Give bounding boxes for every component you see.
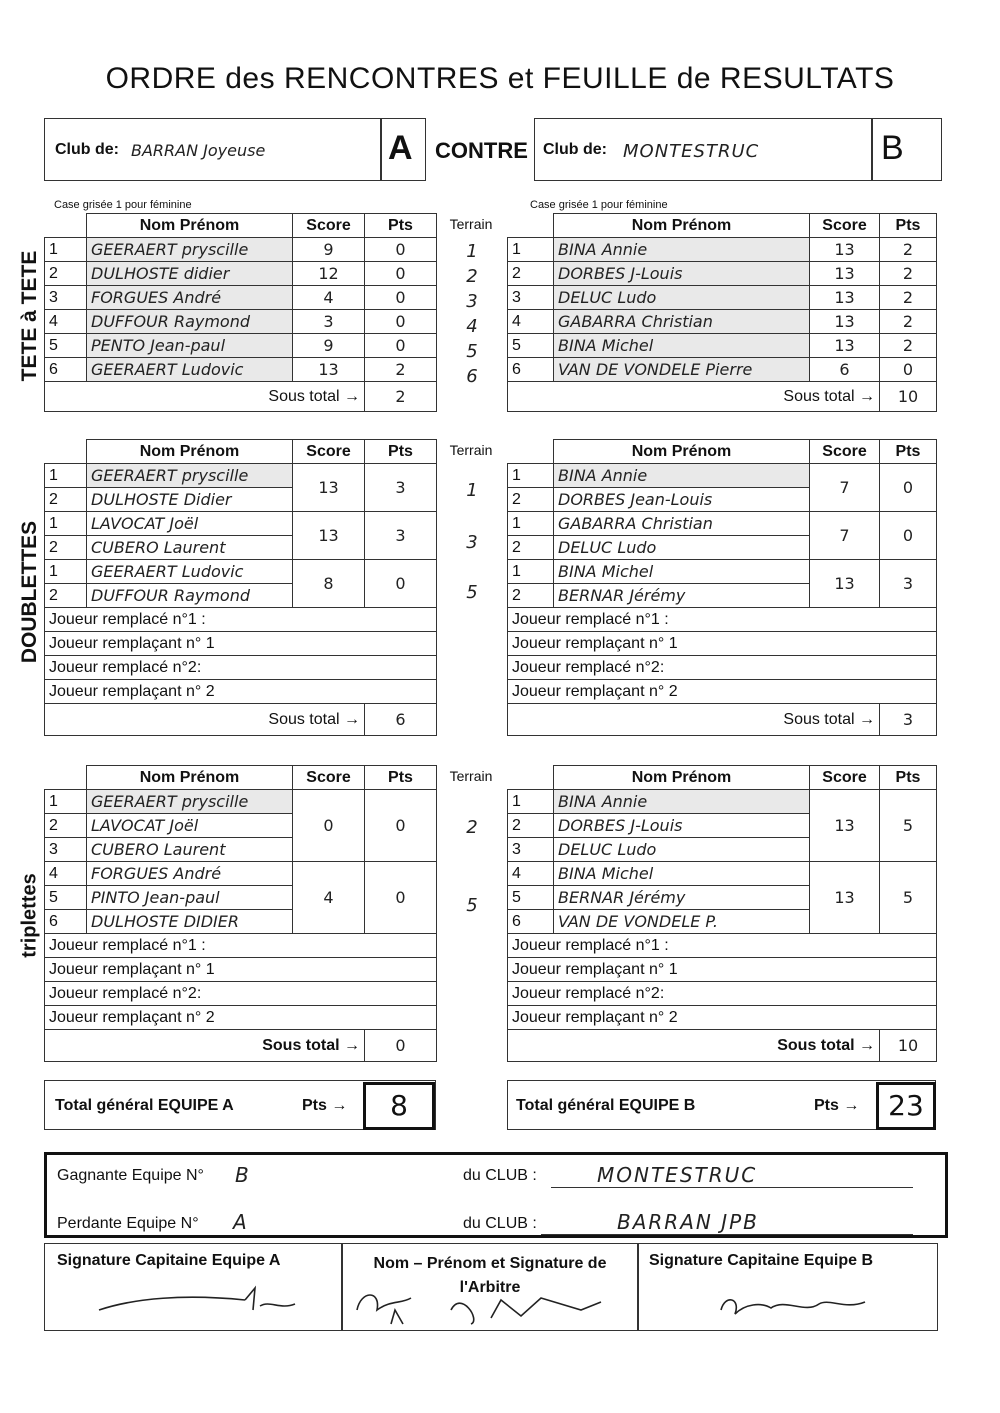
club-b-value: MONTESTRUC [623, 141, 760, 162]
club-a-label: Club de: [55, 141, 119, 158]
pts-value: 0 [880, 512, 937, 560]
row-number: 2 [508, 814, 554, 838]
sig-arbitre-label: Nom – Prénom et Signature de l'Arbitre [373, 1255, 607, 1296]
player-name: PENTO Jean-paul [87, 334, 293, 358]
replacement-row [508, 656, 937, 680]
col-name-header: Nom Prénom [87, 440, 293, 464]
score-value: 13 [293, 464, 365, 512]
player-name: GEERAERT Ludovic [87, 560, 293, 584]
replacement-row [508, 1006, 937, 1030]
player-name: BINA Annie [554, 238, 810, 262]
page-title: ORDRE des RENCONTRES et FEUILLE de RESULTATS [105, 62, 895, 95]
terrain-value: 6 [466, 366, 478, 387]
row-number: 1 [45, 464, 87, 488]
row-number: 3 [508, 286, 554, 310]
replacement-row [45, 982, 437, 1006]
player-name: DUFFOUR Raymond [87, 584, 293, 608]
player-name: GEERAERT pryscille [87, 790, 293, 814]
player-name: DORBES J-Louis [554, 262, 810, 286]
tat-table-b [507, 213, 937, 412]
replacement-label: Joueur remplacé n°1 : [508, 608, 937, 632]
replacement-row [45, 656, 437, 680]
trip-table-b [507, 765, 937, 1062]
replacement-label: Joueur remplaçant n° 1 [45, 632, 437, 656]
replacement-label: Joueur remplaçant n° 1 [508, 632, 937, 656]
replacement-row [45, 608, 437, 632]
perdante-label: Perdante Equipe N° [57, 1215, 199, 1232]
gagnante-value: B [235, 1163, 249, 1187]
pts-value: 0 [365, 334, 437, 358]
row-number: 5 [508, 334, 554, 358]
pts-value: 0 [365, 238, 437, 262]
sous-total-value: 10 [880, 382, 937, 412]
table-row [45, 358, 437, 382]
club-a-value: BARRAN Joyeuse [131, 141, 266, 160]
row-number: 2 [45, 488, 87, 512]
col-score-header: Score [293, 214, 365, 238]
table-row [508, 790, 937, 814]
score-value: 13 [810, 310, 880, 334]
player-name: BINA Annie [554, 464, 810, 488]
table-row [45, 790, 437, 814]
sous-total-label: Sous total → [508, 382, 880, 412]
table-row [45, 262, 437, 286]
score-value: 13 [810, 262, 880, 286]
score-value: 13 [810, 238, 880, 262]
pts-value: 3 [880, 560, 937, 608]
col-name-header: Nom Prénom [87, 214, 293, 238]
row-number: 1 [45, 560, 87, 584]
replacement-row [508, 632, 937, 656]
col-score-header: Score [293, 440, 365, 464]
row-number: 2 [508, 536, 554, 560]
row-number: 6 [508, 910, 554, 934]
note-right: Case grisée 1 pour féminine [530, 199, 668, 211]
sous-total-value: 6 [365, 704, 437, 736]
row-number: 1 [45, 238, 87, 262]
col-name-header: Nom Prénom [554, 440, 810, 464]
du-club-label: du CLUB : [463, 1167, 537, 1184]
pts-value: 0 [365, 862, 437, 934]
player-name: CUBERO Laurent [87, 838, 293, 862]
row-number: 1 [508, 790, 554, 814]
terrain-value: 5 [466, 895, 478, 916]
du-club-label: du CLUB : [463, 1215, 537, 1232]
col-score-header: Score [810, 766, 880, 790]
pts-value: 0 [880, 464, 937, 512]
row-number: 6 [45, 910, 87, 934]
player-name: BINA Michel [554, 334, 810, 358]
replacement-label: Joueur remplacé n°2: [45, 656, 437, 680]
replacement-label: Joueur remplaçant n° 2 [45, 680, 437, 704]
result-box [44, 1152, 948, 1238]
team-b-letter: B [881, 129, 904, 167]
row-number: 1 [45, 512, 87, 536]
row-number: 5 [45, 334, 87, 358]
section-label-doublettes: DOUBLETTES [18, 520, 41, 664]
total-a-label: Total général EQUIPE A [55, 1097, 234, 1114]
row-number: 4 [45, 862, 87, 886]
player-name: BINA Michel [554, 862, 810, 886]
score-value: 12 [293, 262, 365, 286]
col-pts-header: Pts [365, 440, 437, 464]
pts-value: 2 [880, 334, 937, 358]
pts-value: 0 [365, 790, 437, 862]
player-name: DELUC Ludo [554, 838, 810, 862]
player-name: GEERAERT Ludovic [87, 358, 293, 382]
score-value: 13 [293, 358, 365, 382]
player-name: DORBES Jean-Louis [554, 488, 810, 512]
replacement-label: Joueur remplaçant n° 2 [508, 680, 937, 704]
replacement-label: Joueur remplacé n°2: [508, 982, 937, 1006]
replacement-row [45, 958, 437, 982]
player-name: PINTO Jean-paul [87, 886, 293, 910]
row-number: 1 [508, 464, 554, 488]
pts-value: 0 [365, 262, 437, 286]
table-row [45, 560, 437, 584]
total-b-label: Total général EQUIPE B [516, 1097, 696, 1114]
row-number: 1 [45, 790, 87, 814]
col-terrain-header: Terrain [449, 768, 493, 784]
score-value: 8 [293, 560, 365, 608]
terrain-value: 5 [466, 341, 478, 362]
doub-table-b [507, 439, 937, 736]
row-number: 5 [508, 886, 554, 910]
player-name: CUBERO Laurent [87, 536, 293, 560]
sous-total-label: Sous total → [45, 1030, 365, 1062]
player-name: BINA Annie [554, 790, 810, 814]
score-value: 9 [293, 334, 365, 358]
row-number: 5 [45, 886, 87, 910]
table-row [45, 862, 437, 886]
pts-value: 0 [880, 358, 937, 382]
score-value: 13 [293, 512, 365, 560]
player-name: DULHOSTE DIDIER [87, 910, 293, 934]
row-number: 4 [45, 310, 87, 334]
col-pts-header: Pts [365, 214, 437, 238]
replacement-row [508, 934, 937, 958]
col-score-header: Score [810, 214, 880, 238]
player-name: LAVOCAT Joël [87, 814, 293, 838]
terrain-value: 5 [466, 582, 478, 603]
player-name: GEERAERT pryscille [87, 464, 293, 488]
sous-total-label: Sous total → [45, 704, 365, 736]
table-row [508, 464, 937, 488]
signature-arbitre-image [351, 1280, 621, 1330]
score-value: 13 [810, 286, 880, 310]
col-pts-header: Pts [880, 766, 937, 790]
replacement-label: Joueur remplaçant n° 1 [45, 958, 437, 982]
table-row [508, 358, 937, 382]
score-value: 3 [293, 310, 365, 334]
club-b-box [534, 118, 942, 181]
section-label-tat: TETE à TETE [18, 250, 41, 382]
doub-table-a [44, 439, 437, 736]
table-row [508, 334, 937, 358]
col-name-header: Nom Prénom [554, 214, 810, 238]
col-name-header: Nom Prénom [87, 766, 293, 790]
player-name: GEERAERT pryscille [87, 238, 293, 262]
player-name: DULHOSTE Didier [87, 488, 293, 512]
total-b-box [507, 1080, 936, 1130]
score-value: 13 [810, 862, 880, 934]
signatures-box [44, 1243, 938, 1331]
row-number: 1 [508, 512, 554, 536]
player-name: DORBES J-Louis [554, 814, 810, 838]
total-a-value: 8 [363, 1082, 435, 1130]
replacement-row [508, 608, 937, 632]
player-name: DELUC Ludo [554, 536, 810, 560]
pts-value: 5 [880, 790, 937, 862]
pts-value: 2 [880, 310, 937, 334]
player-name: DUFFOUR Raymond [87, 310, 293, 334]
row-number: 3 [45, 286, 87, 310]
table-row [45, 310, 437, 334]
table-row [45, 238, 437, 262]
row-number: 2 [45, 584, 87, 608]
sous-total-value: 3 [880, 704, 937, 736]
row-number: 6 [45, 358, 87, 382]
score-value: 9 [293, 238, 365, 262]
gagnante-label: Gagnante Equipe N° [57, 1167, 204, 1184]
score-value: 7 [810, 464, 880, 512]
sous-total-value: 0 [365, 1030, 437, 1062]
club-b-label: Club de: [543, 141, 607, 158]
pts-value: 0 [365, 560, 437, 608]
pts-value: 3 [365, 512, 437, 560]
terrain-value: 1 [466, 480, 478, 501]
player-name: BERNAR Jérémy [554, 886, 810, 910]
team-a-letter: A [388, 129, 413, 167]
pts-value: 0 [365, 310, 437, 334]
replacement-label: Joueur remplacé n°2: [45, 982, 437, 1006]
player-name: VAN DE VONDELE P. [554, 910, 810, 934]
col-name-header: Nom Prénom [554, 766, 810, 790]
club-a-box [44, 118, 426, 181]
score-value: 4 [293, 862, 365, 934]
player-name: FORGUES André [87, 286, 293, 310]
trip-table-a [44, 765, 437, 1062]
table-row [45, 512, 437, 536]
table-row [508, 560, 937, 584]
player-name: BINA Michel [554, 560, 810, 584]
player-name: BERNAR Jérémy [554, 584, 810, 608]
terrain-value: 4 [466, 316, 478, 337]
sous-total-label: Sous total → [508, 704, 880, 736]
replacement-row [45, 934, 437, 958]
row-number: 2 [508, 488, 554, 512]
pts-value: 5 [880, 862, 937, 934]
col-pts-header: Pts [880, 214, 937, 238]
table-row [45, 464, 437, 488]
table-row [508, 862, 937, 886]
replacement-row [45, 680, 437, 704]
pts-value: 2 [880, 238, 937, 262]
score-value: 13 [810, 790, 880, 862]
score-value: 4 [293, 286, 365, 310]
signature-b-image [715, 1284, 875, 1326]
score-value: 13 [810, 334, 880, 358]
replacement-label: Joueur remplacé n°1 : [45, 934, 437, 958]
col-score-header: Score [810, 440, 880, 464]
replacement-label: Joueur remplaçant n° 2 [45, 1006, 437, 1030]
pts-value: 2 [365, 358, 437, 382]
col-terrain-header: Terrain [449, 216, 493, 232]
terrain-value: 1 [466, 241, 478, 262]
sous-total-label: Sous total → [45, 382, 365, 412]
pts-value: 2 [880, 262, 937, 286]
row-number: 3 [45, 838, 87, 862]
total-a-pts-label: Pts → [302, 1097, 348, 1114]
sous-total-value: 2 [365, 382, 437, 412]
player-name: GABARRA Christian [554, 512, 810, 536]
row-number: 2 [45, 536, 87, 560]
player-name: GABARRA Christian [554, 310, 810, 334]
score-value: 7 [810, 512, 880, 560]
row-number: 2 [508, 584, 554, 608]
table-row [508, 286, 937, 310]
pts-value: 2 [880, 286, 937, 310]
table-row [45, 334, 437, 358]
col-pts-header: Pts [365, 766, 437, 790]
row-number: 2 [45, 262, 87, 286]
score-value: 6 [810, 358, 880, 382]
club-gagnant-value: MONTESTRUC [597, 1163, 758, 1187]
player-name: LAVOCAT Joël [87, 512, 293, 536]
note-left: Case grisée 1 pour féminine [54, 199, 192, 211]
total-b-value: 23 [876, 1082, 936, 1130]
table-row [508, 310, 937, 334]
replacement-label: Joueur remplaçant n° 1 [508, 958, 937, 982]
row-number: 4 [508, 862, 554, 886]
terrain-value: 3 [466, 532, 478, 553]
row-number: 3 [508, 838, 554, 862]
row-number: 6 [508, 358, 554, 382]
replacement-row [45, 1006, 437, 1030]
row-number: 1 [508, 560, 554, 584]
replacement-label: Joueur remplacé n°1 : [508, 934, 937, 958]
row-number: 1 [508, 238, 554, 262]
terrain-value: 2 [466, 817, 478, 838]
row-number: 4 [508, 310, 554, 334]
player-name: VAN DE VONDELE Pierre [554, 358, 810, 382]
total-a-box [44, 1080, 436, 1130]
table-row [508, 512, 937, 536]
terrain-value: 2 [466, 266, 478, 287]
replacement-row [45, 632, 437, 656]
club-perdant-value: BARRAN JPB [617, 1210, 759, 1234]
sous-total-value: 10 [880, 1030, 937, 1062]
player-name: DELUC Ludo [554, 286, 810, 310]
contre-label: CONTRE [435, 138, 528, 163]
replacement-row [508, 982, 937, 1006]
sig-cap-a-label: Signature Capitaine Equipe A [57, 1252, 281, 1269]
tat-table-a [44, 213, 437, 412]
sig-cap-b-label: Signature Capitaine Equipe B [649, 1252, 874, 1269]
terrain-value: 3 [466, 291, 478, 312]
replacement-label: Joueur remplacé n°1 : [45, 608, 437, 632]
replacement-row [508, 958, 937, 982]
signature-a-image [95, 1280, 305, 1320]
replacement-label: Joueur remplacé n°2: [508, 656, 937, 680]
col-score-header: Score [293, 766, 365, 790]
col-pts-header: Pts [880, 440, 937, 464]
sous-total-label: Sous total → [508, 1030, 880, 1062]
player-name: FORGUES André [87, 862, 293, 886]
replacement-row [508, 680, 937, 704]
col-terrain-header: Terrain [449, 442, 493, 458]
total-b-pts-label: Pts → [814, 1097, 860, 1114]
player-name: DULHOSTE didier [87, 262, 293, 286]
table-row [508, 262, 937, 286]
perdante-value: A [233, 1210, 247, 1234]
replacement-label: Joueur remplaçant n° 2 [508, 1006, 937, 1030]
score-value: 13 [810, 560, 880, 608]
score-value: 0 [293, 790, 365, 862]
table-row [508, 238, 937, 262]
row-number: 2 [45, 814, 87, 838]
table-row [45, 286, 437, 310]
section-label-triplettes: triplettes [18, 873, 41, 958]
pts-value: 0 [365, 286, 437, 310]
row-number: 2 [508, 262, 554, 286]
pts-value: 3 [365, 464, 437, 512]
